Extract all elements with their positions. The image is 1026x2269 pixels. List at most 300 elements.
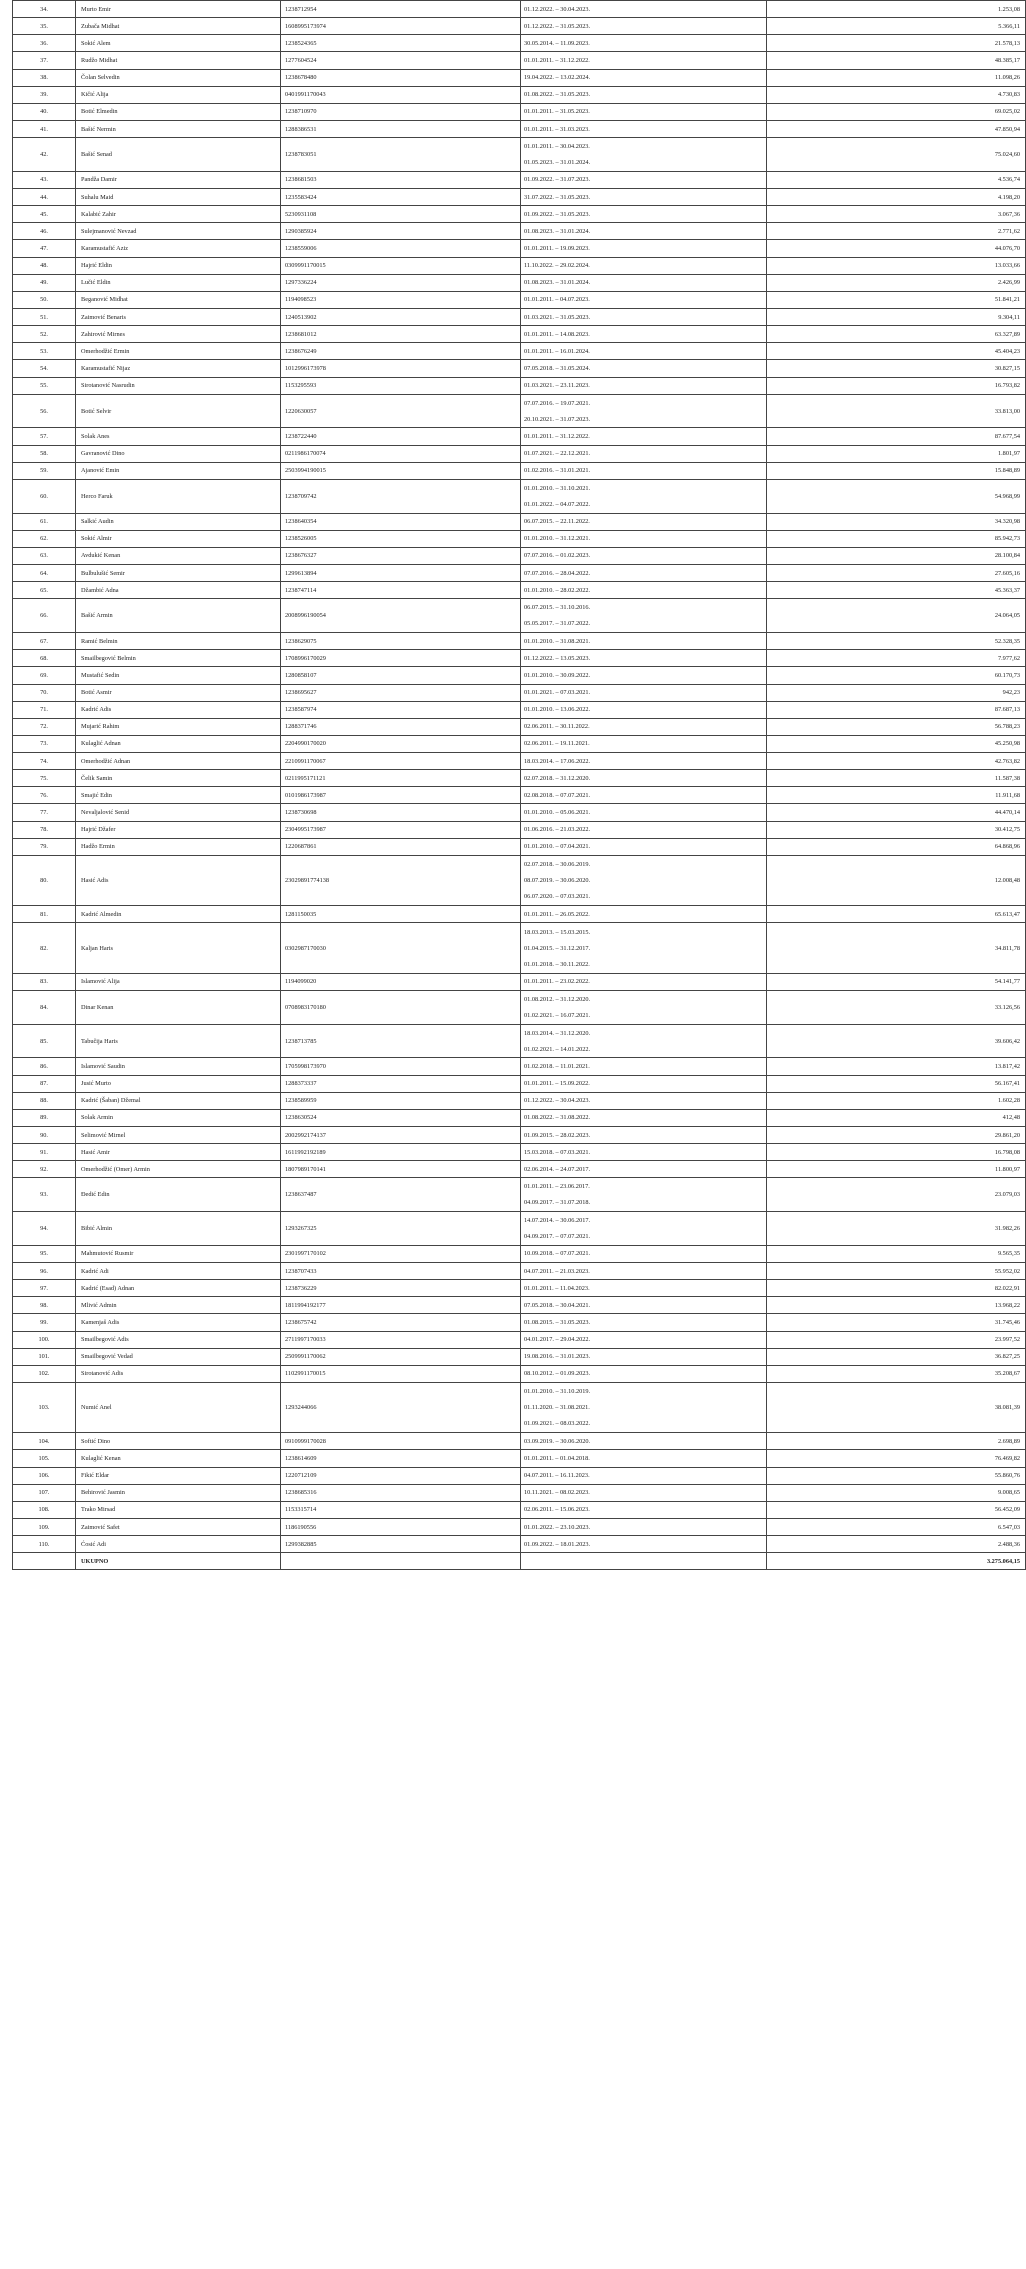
amount-value: 11.800,97 xyxy=(767,1161,1026,1178)
amount-value: 52.328,35 xyxy=(767,633,1026,650)
table-row xyxy=(13,291,1026,308)
table-row xyxy=(13,1024,1026,1058)
table-row xyxy=(13,1075,1026,1092)
employee-name: Kadrić (Esad) Adnan xyxy=(76,1280,281,1297)
employment-periods xyxy=(521,1467,767,1484)
employee-name: Dinar Kenan xyxy=(76,990,281,1024)
table-row xyxy=(13,462,1026,479)
table-row xyxy=(13,1245,1026,1262)
period-line: 01.09.2015. – 28.02.2023. xyxy=(524,1131,591,1139)
table-row xyxy=(13,309,1026,326)
row-number: 62. xyxy=(13,530,76,547)
employment-periods xyxy=(521,445,767,462)
table-row xyxy=(13,1501,1026,1518)
period-line: 01.03.2021. – 23.11.2023. xyxy=(524,382,590,390)
period-line: 01.01.2011. – 26.05.2022. xyxy=(524,910,590,918)
employee-name: Đedić Edin xyxy=(76,1178,281,1212)
period-line: 04.07.2011. – 21.03.2023. xyxy=(524,1267,590,1275)
employee-name: Bulbulušić Semir xyxy=(76,565,281,582)
employee-id: 1608995173974 xyxy=(281,18,521,35)
period-line: 04.07.2011. – 16.11.2023. xyxy=(524,1472,590,1480)
employment-periods xyxy=(521,103,767,120)
employee-name: Karamustafić Nijaz xyxy=(76,360,281,377)
row-number: 104. xyxy=(13,1433,76,1450)
period-line: 06.07.2015. – 22.11.2022. xyxy=(524,518,590,526)
employment-periods xyxy=(521,787,767,804)
amount-value: 5.366,11 xyxy=(767,18,1026,35)
employee-id: 1186190556 xyxy=(281,1519,521,1536)
row-number: 98. xyxy=(13,1297,76,1314)
employment-periods xyxy=(521,138,767,172)
employment-periods xyxy=(521,1075,767,1092)
employment-periods xyxy=(521,838,767,855)
employee-name: Karamustafić Aziz xyxy=(76,240,281,257)
employee-id: 1220687861 xyxy=(281,838,521,855)
table-row xyxy=(13,1314,1026,1331)
employee-id: 23029891774138 xyxy=(281,855,521,905)
period-line: 01.01.2010. – 13.06.2022. xyxy=(524,706,591,714)
employee-id: 1238707433 xyxy=(281,1263,521,1280)
employee-name: Bašić Senad xyxy=(76,138,281,172)
table-row xyxy=(13,973,1026,990)
employee-id: 1811994192177 xyxy=(281,1297,521,1314)
employee-name: Herco Faruk xyxy=(76,479,281,513)
employment-periods xyxy=(521,1126,767,1143)
table-row xyxy=(13,804,1026,821)
row-number: 74. xyxy=(13,753,76,770)
employment-periods xyxy=(521,343,767,360)
employee-name: Selimović Mirnel xyxy=(76,1126,281,1143)
employment-periods xyxy=(521,240,767,257)
employee-id: 1238747114 xyxy=(281,582,521,599)
amount-value: 65.613,47 xyxy=(767,906,1026,923)
employee-name: Rudžo Midhat xyxy=(76,52,281,69)
amount-value: 15.848,89 xyxy=(767,462,1026,479)
row-number: 106. xyxy=(13,1467,76,1484)
period-line: 01.11.2020. – 31.08.2021. xyxy=(524,1404,590,1412)
employee-name: Botić Elmedin xyxy=(76,103,281,120)
employee-name: Hasić Adis xyxy=(76,855,281,905)
employee-id: 1238676249 xyxy=(281,343,521,360)
table-row xyxy=(13,445,1026,462)
employee-name: Behirović Jasmin xyxy=(76,1484,281,1501)
table-row xyxy=(13,274,1026,291)
table-row xyxy=(13,821,1026,838)
amount-value: 51.841,21 xyxy=(767,291,1026,308)
table-row xyxy=(13,1178,1026,1212)
period-line: 01.09.2021. – 08.03.2022. xyxy=(524,1420,591,1428)
amount-value: 942,23 xyxy=(767,684,1026,701)
employee-name: Mustafić Sedin xyxy=(76,667,281,684)
period-line: 18.03.2014. – 17.06.2022. xyxy=(524,757,591,765)
row-number: 84. xyxy=(13,990,76,1024)
row-number: 80. xyxy=(13,855,76,905)
employment-periods xyxy=(521,753,767,770)
table-row xyxy=(13,1536,1026,1553)
amount-value: 54.968,99 xyxy=(767,479,1026,513)
period-line: 01.08.2015. – 31.05.2023. xyxy=(524,1318,591,1326)
amount-value: 39.606,42 xyxy=(767,1024,1026,1058)
employment-periods xyxy=(521,377,767,394)
table-row xyxy=(13,565,1026,582)
table-row xyxy=(13,1365,1026,1382)
amount-value: 29.861,20 xyxy=(767,1126,1026,1143)
row-number: 99. xyxy=(13,1314,76,1331)
period-line: 30.05.2014. – 11.09.2023. xyxy=(524,39,590,47)
table-row xyxy=(13,1109,1026,1126)
amount-value: 54.141,77 xyxy=(767,973,1026,990)
employee-id: 1238783051 xyxy=(281,138,521,172)
row-number: 97. xyxy=(13,1280,76,1297)
employment-periods xyxy=(521,206,767,223)
employment-periods xyxy=(521,667,767,684)
employment-periods xyxy=(521,309,767,326)
employee-id: 1238713785 xyxy=(281,1024,521,1058)
employee-name: Zahirović Mirnes xyxy=(76,326,281,343)
table-row xyxy=(13,1467,1026,1484)
employment-periods xyxy=(521,684,767,701)
period-line: 01.08.2012. – 31.12.2020. xyxy=(524,995,591,1003)
amount-value: 31.745,46 xyxy=(767,1314,1026,1331)
employee-name: Kadrić Adis xyxy=(76,701,281,718)
employee-id: 1238587974 xyxy=(281,701,521,718)
table-row xyxy=(13,1382,1026,1432)
employment-periods xyxy=(521,1484,767,1501)
employment-periods xyxy=(521,513,767,530)
employee-name: Sokić Almir xyxy=(76,530,281,547)
period-line: 01.01.2011. – 11.04.2023. xyxy=(524,1284,590,1292)
employee-name: Murto Emir xyxy=(76,1,281,18)
employee-name: Kadrić Adi xyxy=(76,1263,281,1280)
amount-value: 23.997,52 xyxy=(767,1331,1026,1348)
amount-value: 63.327,89 xyxy=(767,326,1026,343)
total-empty-id xyxy=(281,1553,521,1570)
employee-name: Sokić Alem xyxy=(76,35,281,52)
employee-name: Numić Anel xyxy=(76,1382,281,1432)
employee-name: Omerhodžić Adnan xyxy=(76,753,281,770)
employee-name: Ćosić Adi xyxy=(76,1536,281,1553)
employee-name: Omerhodžić (Omer) Armin xyxy=(76,1161,281,1178)
employment-periods xyxy=(521,1144,767,1161)
amount-value: 45.404,23 xyxy=(767,343,1026,360)
period-line: 01.08.2022. – 31.05.2023. xyxy=(524,91,591,99)
period-line: 10.09.2018. – 07.07.2021. xyxy=(524,1250,591,1258)
amount-value: 4.730,83 xyxy=(767,86,1026,103)
employee-name: Džambić Adna xyxy=(76,582,281,599)
period-line: 01.09.2022. – 31.05.2023. xyxy=(524,210,591,218)
table-row xyxy=(13,684,1026,701)
employee-name: Sulejmanović Nevzad xyxy=(76,223,281,240)
amount-value: 12.008,48 xyxy=(767,855,1026,905)
employee-id: 1238559006 xyxy=(281,240,521,257)
employee-id: 2711997170033 xyxy=(281,1331,521,1348)
row-number: 96. xyxy=(13,1263,76,1280)
employment-periods xyxy=(521,633,767,650)
period-line: 01.01.2010. – 31.08.2021. xyxy=(524,637,591,645)
employment-periods xyxy=(521,1501,767,1518)
employee-id: 1238629075 xyxy=(281,633,521,650)
employment-periods xyxy=(521,1297,767,1314)
employment-periods xyxy=(521,223,767,240)
employee-name: Kalabić Zahir xyxy=(76,206,281,223)
employee-name: Botić Selvir xyxy=(76,394,281,428)
employment-periods xyxy=(521,1536,767,1553)
employee-name: Ramić Belmin xyxy=(76,633,281,650)
amount-value: 64.868,96 xyxy=(767,838,1026,855)
employee-id: 0401991170043 xyxy=(281,86,521,103)
period-line: 01.01.2011. – 31.05.2023. xyxy=(524,108,590,116)
amount-value: 44.470,14 xyxy=(767,804,1026,821)
employee-name: Salkić Audin xyxy=(76,513,281,530)
employment-periods xyxy=(521,1024,767,1058)
row-number: 58. xyxy=(13,445,76,462)
employee-name: Hajrić Eldin xyxy=(76,257,281,274)
period-line: 02.06.2011. – 15.06.2023. xyxy=(524,1506,590,1514)
period-line: 01.04.2015. – 31.12.2017. xyxy=(524,944,591,952)
row-number: 110. xyxy=(13,1536,76,1553)
employment-periods xyxy=(521,18,767,35)
employee-name: Bibić Almin xyxy=(76,1212,281,1246)
employment-periods xyxy=(521,171,767,188)
employee-id: 1238614609 xyxy=(281,1450,521,1467)
employee-name: Smajić Edin xyxy=(76,787,281,804)
employee-id: 1611992192189 xyxy=(281,1144,521,1161)
period-line: 01.08.2023. – 31.01.2024. xyxy=(524,279,591,287)
employment-periods xyxy=(521,1433,767,1450)
table-row xyxy=(13,838,1026,855)
period-line: 19.08.2016. – 31.01.2023. xyxy=(524,1353,591,1361)
employee-name: Kadrić Almedin xyxy=(76,906,281,923)
employee-name: Tabučija Haris xyxy=(76,1024,281,1058)
row-number: 53. xyxy=(13,343,76,360)
row-number: 52. xyxy=(13,326,76,343)
row-number: 67. xyxy=(13,633,76,650)
period-line: 01.09.2022. – 31.07.2023. xyxy=(524,176,591,184)
employee-name: Smailbegović Vedad xyxy=(76,1348,281,1365)
employment-periods xyxy=(521,1245,767,1262)
employee-id: 1153295593 xyxy=(281,377,521,394)
employment-periods xyxy=(521,923,767,973)
period-line: 01.07.2021. – 22.12.2021. xyxy=(524,450,591,458)
table-row xyxy=(13,1144,1026,1161)
amount-value: 16.798,08 xyxy=(767,1144,1026,1161)
amount-value: 7.977,62 xyxy=(767,650,1026,667)
employee-name: Pandža Damir xyxy=(76,171,281,188)
amount-value: 13.817,42 xyxy=(767,1058,1026,1075)
employment-periods xyxy=(521,1519,767,1536)
table-row xyxy=(13,530,1026,547)
employment-periods xyxy=(521,1109,767,1126)
table-row xyxy=(13,103,1026,120)
employee-name: Omerhodžić Ermin xyxy=(76,343,281,360)
employment-periods xyxy=(521,804,767,821)
employment-periods xyxy=(521,1450,767,1467)
amount-value: 56.788,23 xyxy=(767,718,1026,735)
table-row xyxy=(13,735,1026,752)
period-line: 07.07.2016. – 28.04.2022. xyxy=(524,569,591,577)
employee-name: Mahmutović Rusmir xyxy=(76,1245,281,1262)
employee-name: Hasić Amir xyxy=(76,1144,281,1161)
row-number: 47. xyxy=(13,240,76,257)
row-number: 75. xyxy=(13,770,76,787)
employee-id: 0910999170028 xyxy=(281,1433,521,1450)
employee-id: 1220712109 xyxy=(281,1467,521,1484)
table-row xyxy=(13,343,1026,360)
employment-periods xyxy=(521,35,767,52)
row-number: 101. xyxy=(13,1348,76,1365)
employee-id: 0211986170074 xyxy=(281,445,521,462)
employee-id: 1238630524 xyxy=(281,1109,521,1126)
employee-id: 0302987170030 xyxy=(281,923,521,973)
table-row xyxy=(13,547,1026,564)
amount-value: 4.198,20 xyxy=(767,189,1026,206)
table-row xyxy=(13,223,1026,240)
employment-periods xyxy=(521,530,767,547)
amount-value: 48.385,17 xyxy=(767,52,1026,69)
row-number: 61. xyxy=(13,513,76,530)
employment-periods xyxy=(521,479,767,513)
period-line: 01.09.2022. – 18.01.2023. xyxy=(524,1540,591,1548)
table-row xyxy=(13,701,1026,718)
employee-id: 1238736229 xyxy=(281,1280,521,1297)
table-row xyxy=(13,257,1026,274)
amount-value: 24.064,05 xyxy=(767,599,1026,633)
period-line: 01.06.2016. – 21.03.2022. xyxy=(524,826,591,834)
table-row xyxy=(13,394,1026,428)
row-number: 56. xyxy=(13,394,76,428)
amount-value: 75.024,60 xyxy=(767,138,1026,172)
employee-name: Kadrić (Šaban) Džemal xyxy=(76,1092,281,1109)
row-number: 83. xyxy=(13,973,76,990)
row-number: 41. xyxy=(13,120,76,137)
row-number: 82. xyxy=(13,923,76,973)
employee-name: Smailbegović Belmin xyxy=(76,650,281,667)
employee-name: Beganović Midhat xyxy=(76,291,281,308)
employee-name: Avdukić Kenan xyxy=(76,547,281,564)
period-line: 10.11.2021. – 08.02.2023. xyxy=(524,1489,590,1497)
row-number: 36. xyxy=(13,35,76,52)
table-row xyxy=(13,428,1026,445)
employment-periods xyxy=(521,599,767,633)
employment-periods xyxy=(521,973,767,990)
period-line: 01.01.2011. – 14.08.2023. xyxy=(524,330,590,338)
employment-periods xyxy=(521,701,767,718)
employee-id: 0211995171121 xyxy=(281,770,521,787)
amount-value: 3.067,36 xyxy=(767,206,1026,223)
amount-value: 9.565,35 xyxy=(767,1245,1026,1262)
table-row xyxy=(13,138,1026,172)
employment-periods xyxy=(521,770,767,787)
table-row xyxy=(13,633,1026,650)
employee-id: 1238678480 xyxy=(281,69,521,86)
period-line: 01.01.2022. – 23.10.2023. xyxy=(524,1523,591,1531)
employee-name: Zubača Midhat xyxy=(76,18,281,35)
amount-value: 4.536,74 xyxy=(767,171,1026,188)
period-line: 01.01.2018. – 30.11.2022. xyxy=(524,960,590,968)
period-line: 02.06.2014. – 24.07.2017. xyxy=(524,1165,591,1173)
amount-value: 55.952,02 xyxy=(767,1263,1026,1280)
employment-periods xyxy=(521,650,767,667)
employee-id: 1238524365 xyxy=(281,35,521,52)
employee-name: Zaimović Benaris xyxy=(76,309,281,326)
period-line: 02.06.2011. – 19.11.2021. xyxy=(524,740,590,748)
employment-periods xyxy=(521,120,767,137)
amount-value: 47.850,94 xyxy=(767,120,1026,137)
table-row xyxy=(13,189,1026,206)
employment-periods xyxy=(521,1092,767,1109)
table-row xyxy=(13,120,1026,137)
row-number: 39. xyxy=(13,86,76,103)
row-number: 68. xyxy=(13,650,76,667)
period-line: 08.10.2012. – 01.09.2023. xyxy=(524,1370,591,1378)
employee-id: 1238710970 xyxy=(281,103,521,120)
employee-id: 2503994190015 xyxy=(281,462,521,479)
amount-value: 11.587,38 xyxy=(767,770,1026,787)
table-row xyxy=(13,1263,1026,1280)
table-row xyxy=(13,1092,1026,1109)
row-number: 55. xyxy=(13,377,76,394)
amount-value: 23.079,03 xyxy=(767,1178,1026,1212)
employment-periods xyxy=(521,428,767,445)
row-number: 79. xyxy=(13,838,76,855)
row-number: 87. xyxy=(13,1075,76,1092)
table-row xyxy=(13,855,1026,905)
row-number: 65. xyxy=(13,582,76,599)
amount-value: 2.488,36 xyxy=(767,1536,1026,1553)
employment-periods xyxy=(521,189,767,206)
table-row xyxy=(13,1297,1026,1314)
employee-name: Lučić Eldin xyxy=(76,274,281,291)
period-line: 01.12.2022. – 30.04.2023. xyxy=(524,1097,591,1105)
period-line: 01.03.2021. – 31.05.2023. xyxy=(524,313,591,321)
employment-periods xyxy=(521,360,767,377)
amount-value: 60.170,73 xyxy=(767,667,1026,684)
row-number: 88. xyxy=(13,1092,76,1109)
employee-id: 1281150035 xyxy=(281,906,521,923)
employment-periods xyxy=(521,855,767,905)
table-row xyxy=(13,35,1026,52)
employee-id: 1238712954 xyxy=(281,1,521,18)
amount-value: 69.025,02 xyxy=(767,103,1026,120)
employee-name: Sirotanović Adis xyxy=(76,1365,281,1382)
period-line: 01.08.2023. – 31.01.2024. xyxy=(524,227,591,235)
employee-name: Bašić Nermin xyxy=(76,120,281,137)
employee-name: Kulaglić Kenan xyxy=(76,1450,281,1467)
row-number: 78. xyxy=(13,821,76,838)
row-number: 92. xyxy=(13,1161,76,1178)
period-line: 04.09.2017. – 31.07.2018. xyxy=(524,1199,591,1207)
period-line: 01.01.2011. – 31.03.2023. xyxy=(524,125,590,133)
employment-periods xyxy=(521,274,767,291)
amount-value: 27.605,16 xyxy=(767,565,1026,582)
employee-id: 0708983170180 xyxy=(281,990,521,1024)
period-line: 01.01.2011. – 23.06.2017. xyxy=(524,1183,590,1191)
employee-name: Bašić Armin xyxy=(76,599,281,633)
employee-id: 2301997170102 xyxy=(281,1245,521,1262)
employee-name: Kamenjaš Adis xyxy=(76,1314,281,1331)
amount-value: 45.250,98 xyxy=(767,735,1026,752)
employment-periods xyxy=(521,1212,767,1246)
employee-name: Gavranović Dino xyxy=(76,445,281,462)
row-number: 76. xyxy=(13,787,76,804)
table-row xyxy=(13,326,1026,343)
period-line: 01.01.2011. – 04.07.2023. xyxy=(524,296,590,304)
row-number: 66. xyxy=(13,599,76,633)
row-number: 71. xyxy=(13,701,76,718)
amount-value: 85.942,73 xyxy=(767,530,1026,547)
table-row xyxy=(13,1280,1026,1297)
row-number: 81. xyxy=(13,906,76,923)
